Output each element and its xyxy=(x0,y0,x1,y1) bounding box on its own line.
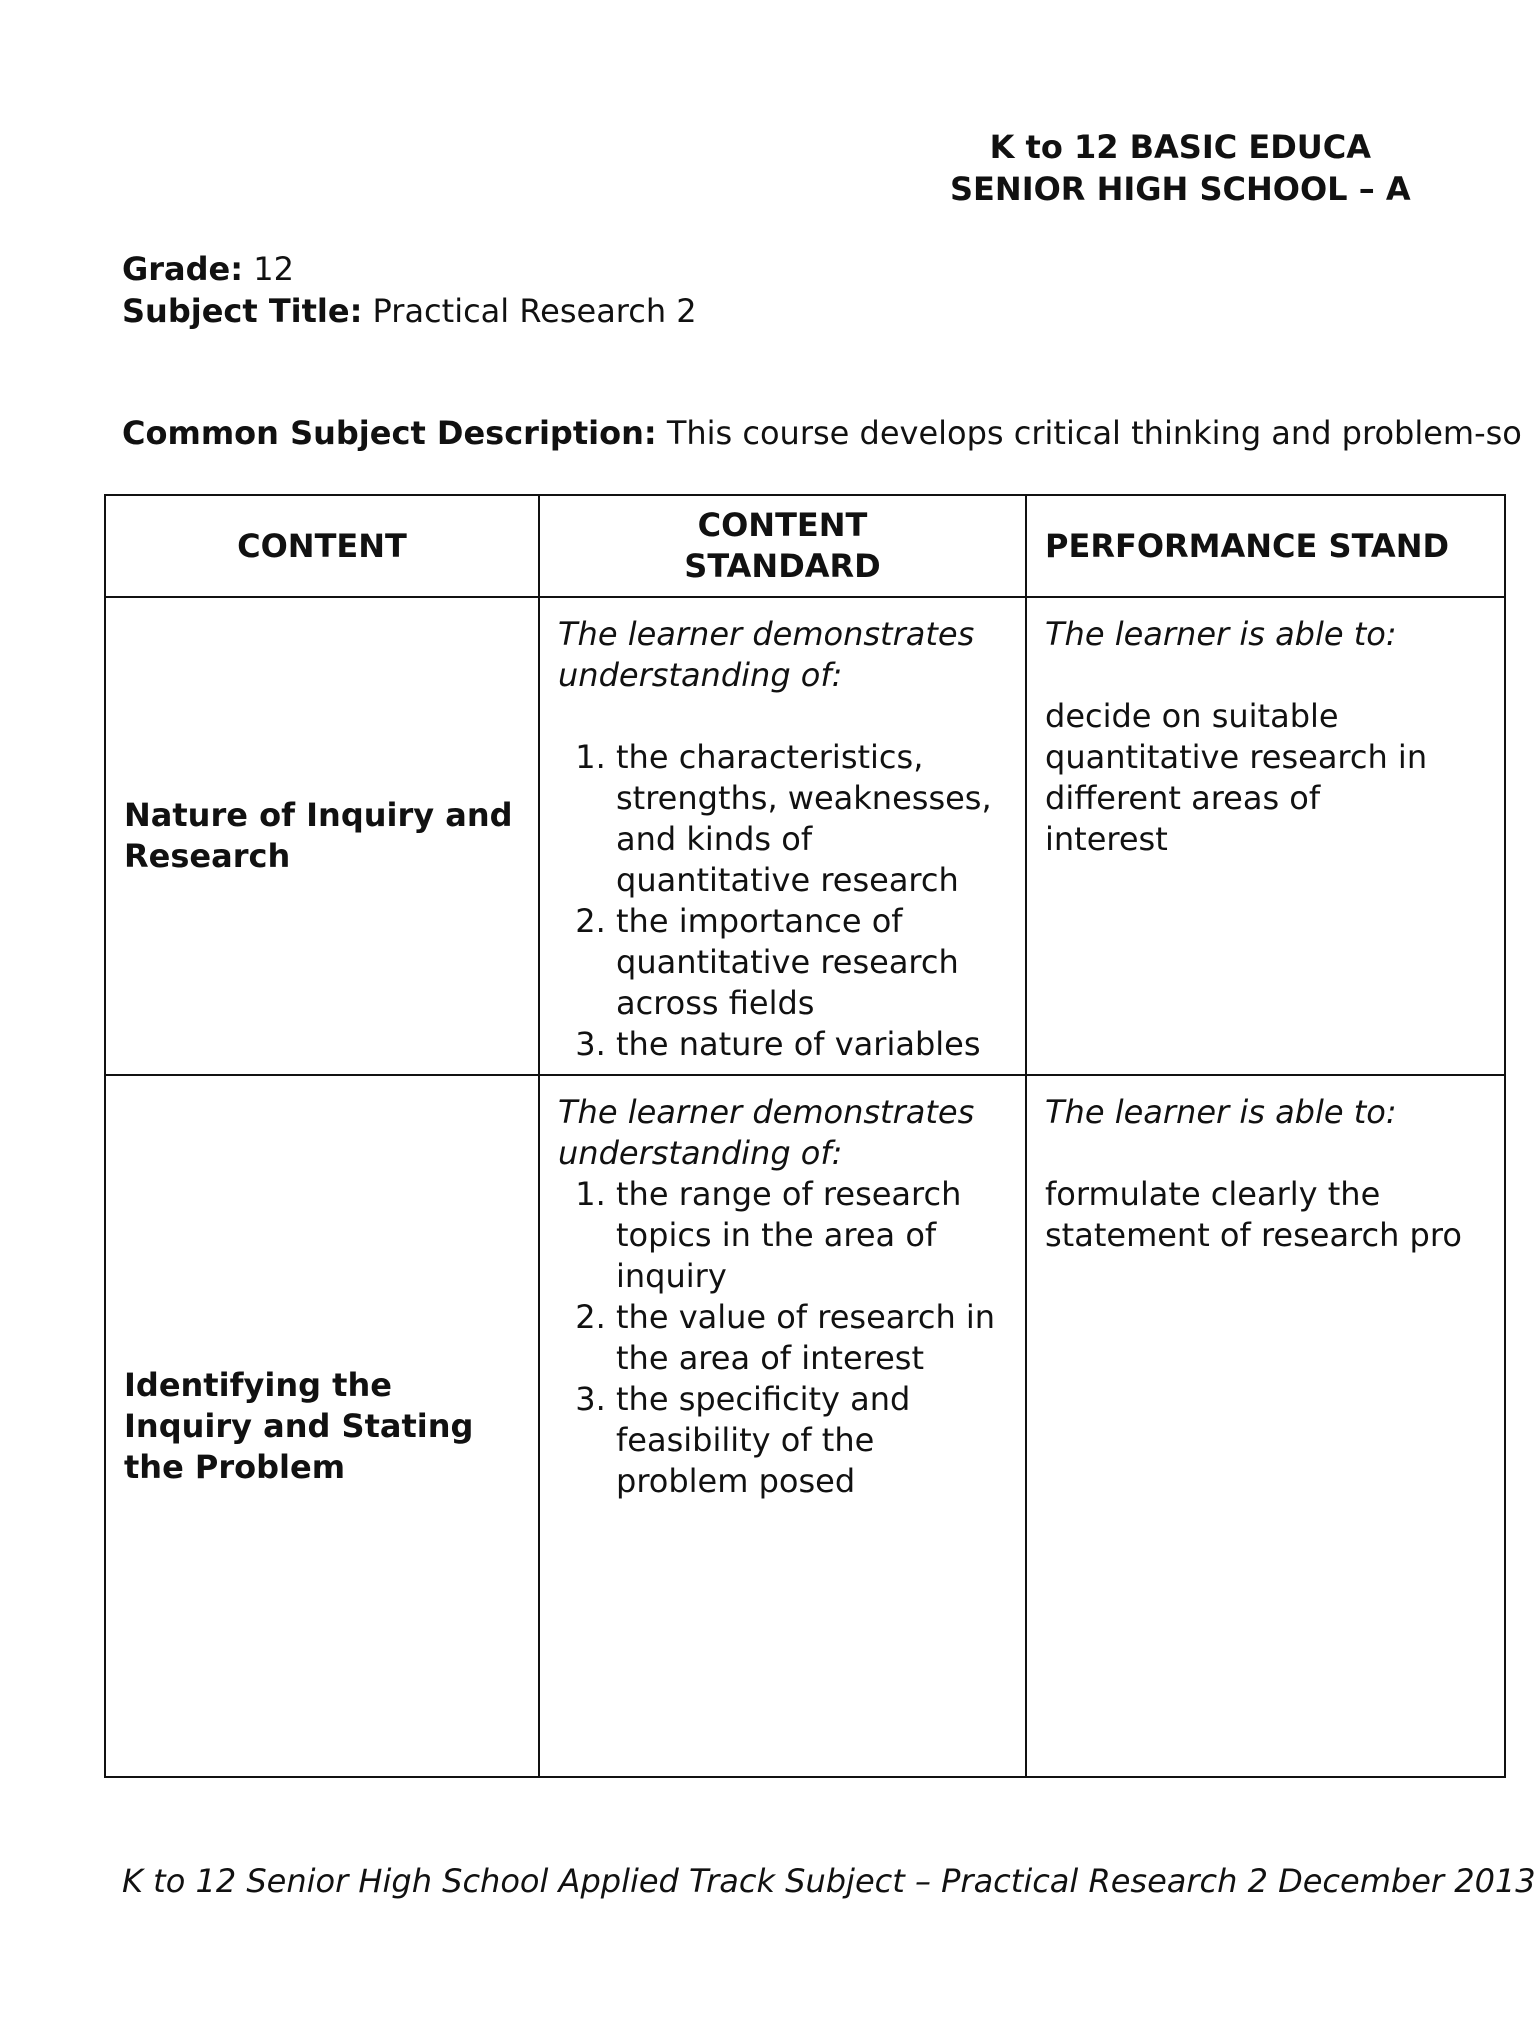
description-text: This course develops critical thinking and problem-so xyxy=(666,414,1522,452)
header-content-standard xyxy=(539,495,1026,597)
row-performance-standard xyxy=(1026,1075,1505,1777)
performance-text xyxy=(1045,1174,1486,1256)
grade-label: Grade: xyxy=(122,250,244,288)
grade-value: 12 xyxy=(253,250,294,288)
header-content-standard-line-1: CONTENT xyxy=(697,506,868,544)
subject-description xyxy=(122,412,1522,454)
row-content: Identifying the Inquiry and Stating the Problem xyxy=(105,1075,539,1777)
performance-text xyxy=(1045,696,1486,860)
subject-title-label: Subject Title: xyxy=(122,292,363,330)
header-performance-standard: PERFORMANCE STAND xyxy=(1026,495,1505,597)
subject-meta xyxy=(122,248,697,332)
table-row xyxy=(105,597,1505,1075)
list-item: 3. the nature of variables xyxy=(616,1024,1007,1065)
document-footer: K to 12 Senior High School Applied Track Subject – Practical Research 2 December 2013 xyxy=(122,1862,1536,1900)
curriculum-table xyxy=(104,494,1506,1778)
subject-title-line xyxy=(122,290,697,332)
list-item: 3. the specificity and feasibility of the problem posed xyxy=(616,1379,1007,1502)
standard-list xyxy=(558,1174,1007,1502)
document-header xyxy=(950,126,1411,210)
list-item: 2. the importance of quantitative research across fields xyxy=(616,901,1007,1024)
performance-text-line: formulate clearly the statement of research pro xyxy=(1045,1175,1462,1254)
header-content-standard-line-2: STANDARD xyxy=(684,547,881,585)
list-item: 1. the characteristics, strengths, weaknesses, and kinds of quantitative research xyxy=(616,737,1007,901)
standard-intro: The learner demonstrates understanding of: xyxy=(558,1093,975,1172)
header-line-2: SENIOR HIGH SCHOOL – A xyxy=(950,170,1411,208)
grade-line xyxy=(122,248,697,290)
performance-intro: The learner is able to: xyxy=(1045,615,1397,653)
subject-title-value: Practical Research 2 xyxy=(372,292,697,330)
performance-intro: The learner is able to: xyxy=(1045,1093,1397,1131)
list-item: 1. the range of research topics in the area of inquiry xyxy=(616,1174,1007,1297)
standard-intro: The learner demonstrates understanding of: xyxy=(558,615,975,694)
table-header-row xyxy=(105,495,1505,597)
header-content: CONTENT xyxy=(105,495,539,597)
row-content-standard xyxy=(539,1075,1026,1777)
list-item: 2. the value of research in the area of interest xyxy=(616,1297,1007,1379)
standard-list xyxy=(558,737,1007,1065)
table-row xyxy=(105,1075,1505,1777)
row-content-standard xyxy=(539,597,1026,1075)
description-label: Common Subject Description: xyxy=(122,414,657,452)
row-content: Nature of Inquiry and Research xyxy=(105,597,539,1075)
header-line-1: K to 12 BASIC EDUCA xyxy=(989,128,1372,166)
performance-text-line: decide on suitable quantitative research in different areas of interest xyxy=(1045,697,1428,858)
row-performance-standard xyxy=(1026,597,1505,1075)
